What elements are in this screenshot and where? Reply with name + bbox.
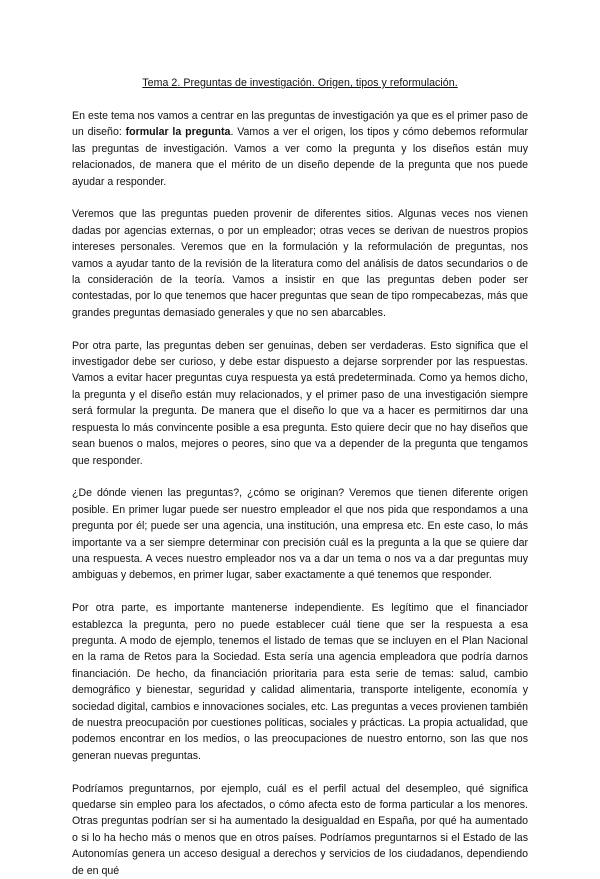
paragraph-2: Veremos que las preguntas pueden provenir de diferentes sitios. Algunas veces nos vienen dadas por agencias externas, o por un empleador; otras veces se derivan de nuestros propios intereses personales. Veremos que en la formulación y la reformulación de preguntas, nos vamos a ayudar tanto de la revisión de la literatura como del análisis de datos secundarios o de la consideración de la teoría. Vamos a insistir en que las preguntas deben poder ser contestadas, por lo que tenemos que hacer preguntas que sean de tipo rompecabezas, más que grandes preguntas demasiado generales y que no sen abarcables. bbox=[72, 208, 528, 319]
paragraph-3: Por otra parte, las preguntas deben ser genuinas, deben ser verdaderas. Esto significa que el investigador debe ser curioso, y debe estar dispuesto a dejarse sorprender por las respuestas. Vamos a evitar hacer preguntas cuya respuesta ya está predeterminada. Como ya hemos dicho, la pregunta y el diseño están muy relacionados, y el primer paso de una investigación siempre será formular la pregunta. De manera que el diseño lo que va a hacer es permitirnos dar una respuesta lo más convincente posible a esa pregunta. Esto quiere decir que no hay diseños que sean buenos o malos, mejores o peores, sino que va a depender de la pregunta que tengamos que responder. bbox=[72, 339, 528, 467]
paragraph-6: Podríamos preguntarnos, por ejemplo, cuál es el perfil actual del desempleo, qué significa quedarse sin empleo para los afectados, o cómo afecta esto de forma particular a los menores. Otras preguntas podrían ser si ha aumentado la desigualdad en España, por qué ha aumentado o si lo ha hecho más o menos que en otros países. Podríamos preguntarnos si el Estado de las Autonomías genera un acceso desigual a derechos y servicios de los ciudadanos, dependiendo de en qué bbox=[72, 782, 528, 877]
paragraph-1-bold: formular la pregunta bbox=[125, 126, 231, 139]
paragraph-1 bbox=[72, 108, 528, 190]
paragraph-1-text-b: . Vamos a ver el origen, los tipos y cómo debemos reformular las preguntas de investigación. Vamos a ver como la pregunta y los diseños están muy relacionados, de manera que el mérito de un diseño depende de la pregunta que nos puede ayudar a responder. bbox=[72, 126, 528, 188]
page-title: Tema 2. Preguntas de investigación. Origen, tipos y reformulación. bbox=[142, 77, 458, 89]
paragraph-5: Por otra parte, es importante mantenerse independiente. Es legítimo que el financiador establezca la pregunta, pero no puede establecer cuál tiene que ser la respuesta a esa pregunta. A modo de ejemplo, tenemos el listado de temas que se incluyen en el Plan Nacional en la rama de Retos para la Sociedad. Esta sería una agencia empleadora que podría darnos financiación. De hecho, da financiación prioritaria para esta serie de temas: salud, cambio demográfico y bienestar, seguridad y calidad alimentaria, transporte inteligente, economía y sociedad digital, cambios e innovaciones sociales, etc. Las preguntas a veces provienen también de nuestra preocupación por cuestiones políticas, sociales y prácticas. La propia actualidad, que podemos encontrar en los medios, o las preocupaciones de nuestro entorno, son las que nos generan nuevas preguntas. bbox=[72, 602, 528, 762]
paragraph-1-text-a: En este tema nos vamos a centrar en las preguntas de investigación ya que es el primer paso de un diseño: bbox=[72, 110, 528, 139]
paragraph-4: ¿De dónde vienen las preguntas?, ¿cómo se originan? Veremos que tienen diferente origen posible. En primer lugar puede ser nuestro empleador el que nos pida que respondamos a una pregunta por él; puede ser una agencia, una institución, una empresa etc. En este caso, lo más importante va a ser siempre determinar con precisión cuál es la pregunta a la que se quiere dar una respuesta. A veces nuestro empleador nos va a dar un tema o nos va a dar preguntas muy ambiguas y debemos, en primer lugar, saber exactamente a qué tenemos que responder. bbox=[72, 487, 528, 582]
